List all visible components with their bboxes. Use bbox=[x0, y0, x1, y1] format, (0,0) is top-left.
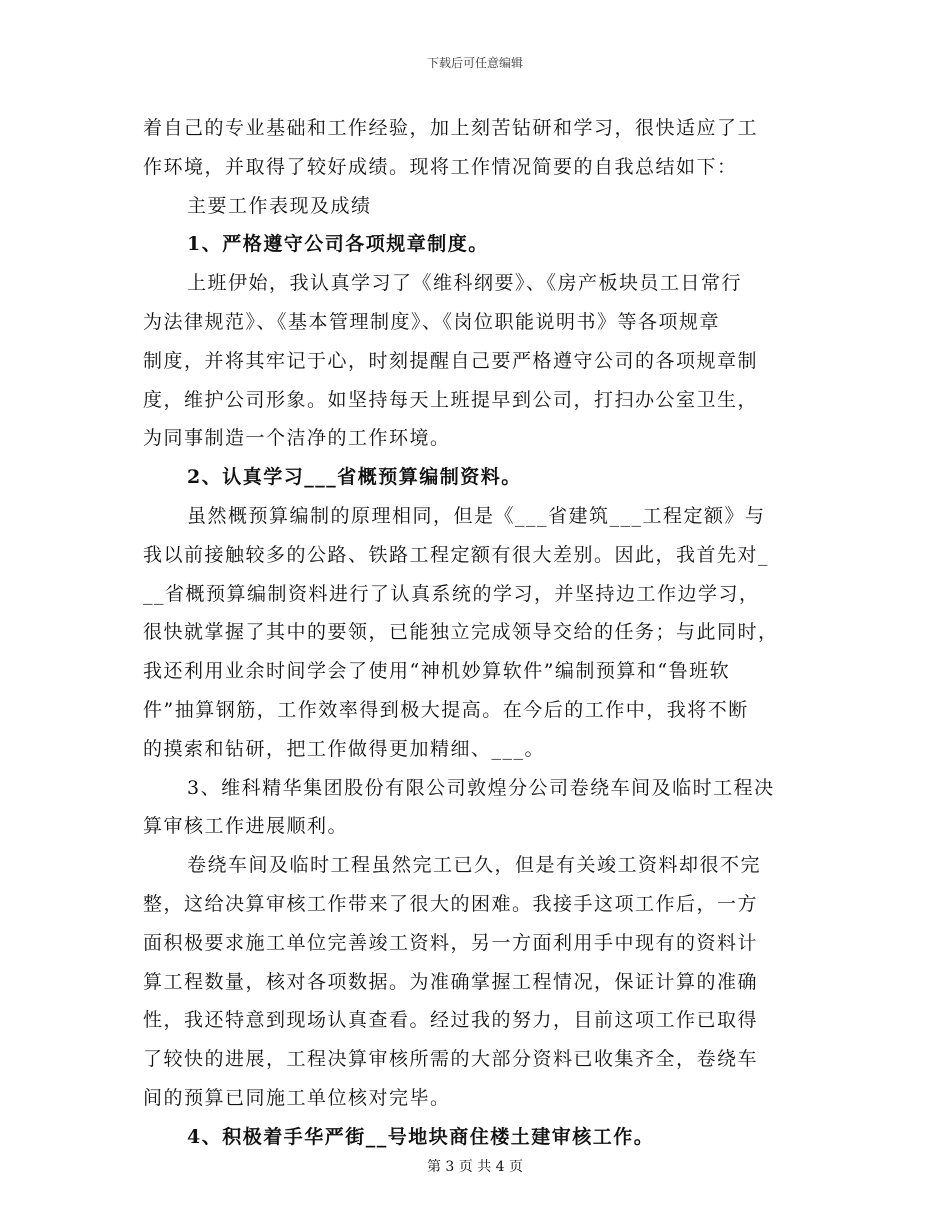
text-line: 我还利用业余时间学会了使用“神机妙算软件”编制预算和“鲁班软 bbox=[143, 660, 731, 683]
document-body bbox=[143, 109, 808, 1157]
text-line: 间的预算已同施工单位核对完毕。 bbox=[143, 1086, 451, 1109]
text-line: 件”抽算钢筋，工作效率得到极大提高。在今后的工作中，我将不断 bbox=[143, 698, 749, 721]
text-line: 了较快的进展，工程决算审核所需的大部分资料已收集齐全，卷绕车 bbox=[143, 1048, 759, 1071]
text-line: 虽然概预算编制的原理相同，但是《___省建筑___工程定额》与 bbox=[187, 504, 766, 527]
text-line: 主要工作表现及成绩 bbox=[187, 194, 372, 217]
page-number: 第 3 页 共 4 页 bbox=[426, 1159, 524, 1175]
text-line: 制度，并将其牢记于心，时刻提醒自己要严格遵守公司的各项规章制 bbox=[143, 349, 759, 372]
text-line: 很快就掌握了其中的要领，已能独立完成领导交给的任务；与此同时， bbox=[143, 621, 779, 644]
text-line: 的摸索和钻研，把工作做得更加精细、___。 bbox=[143, 737, 546, 760]
section-heading-line: 4、积极着手华严街__号地块商住楼土建审核工作。 bbox=[187, 1125, 655, 1148]
text-line: 为法律规范》、《基本管理制度》、《岗位职能说明书》等各项规章 bbox=[143, 310, 721, 333]
page-header: 下载后可任意编辑 bbox=[426, 56, 523, 70]
text-line: 3、维科精华集团股份有限公司敦煌分公司卷绕车间及临时工程决 bbox=[187, 776, 775, 799]
text-line: 我以前接触较多的公路、铁路工程定额有很大差别。因此，我首先对_ bbox=[143, 543, 770, 566]
section-heading-line: 1、严格遵守公司各项规章制度。 bbox=[187, 233, 489, 256]
text-line: 度，维护公司形象。如坚持每天上班提早到公司，打扫办公室卫生， bbox=[143, 388, 759, 411]
text-line: 卷绕车间及临时工程虽然完工已久，但是有关竣工资料却很不完 bbox=[187, 854, 762, 877]
text-line: 着自己的专业基础和工作经验，加上刻苦钻研和学习，很快适应了工 bbox=[143, 117, 759, 139]
text-line: 面积极要求施工单位完善竣工资料，另一方面利用手中现有的资料计 bbox=[143, 931, 759, 954]
text-line: 性，我还特意到现场认真查看。经过我的努力，目前这项工作已取得 bbox=[143, 1009, 759, 1032]
text-line: 整，这给决算审核工作带来了很大的困难。我接手这项工作后，一方 bbox=[143, 892, 759, 915]
text-line: 作环境，并取得了较好成绩。现将工作情况简要的自我总结如下： bbox=[143, 155, 738, 178]
text-line: __省概预算编制资料进行了认真系统的学习，并坚持边工作边学习， bbox=[143, 582, 760, 605]
section-heading-line: 2、认真学习___省概预算编制资料。 bbox=[187, 466, 522, 489]
text-line: 算审核工作进展顺利。 bbox=[143, 815, 349, 838]
text-line: 为同事制造一个洁净的工作环境。 bbox=[143, 427, 451, 450]
text-line: 算工程数量，核对各项数据。为准确掌握工程情况，保证计算的准确 bbox=[143, 970, 759, 993]
text-line: 上班伊始，我认真学习了《维科纲要》、《房产板块员工日常行 bbox=[187, 272, 743, 295]
